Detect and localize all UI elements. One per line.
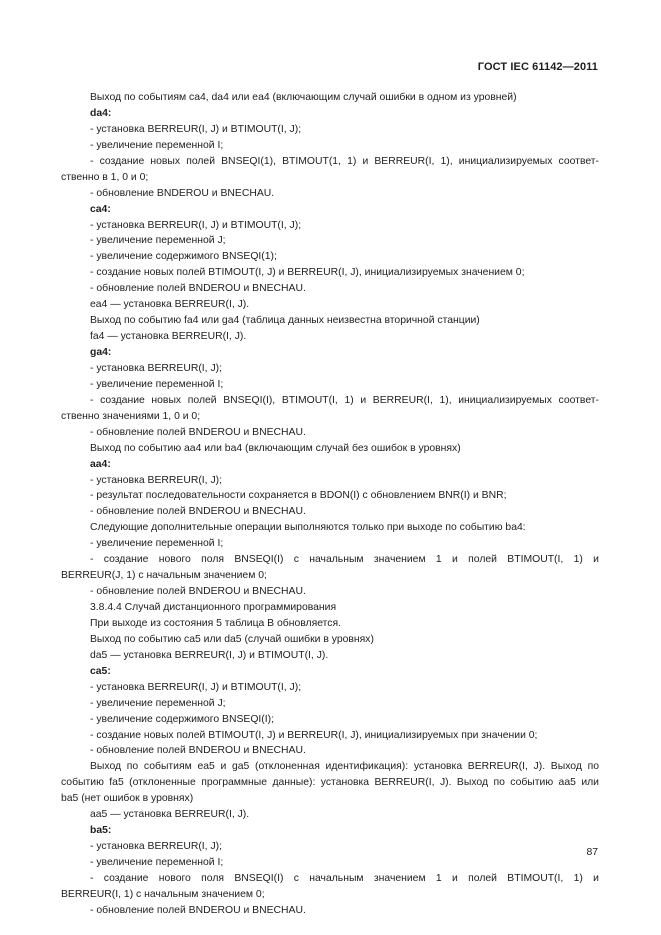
document-header: ГОСТ IEC 61142—2011: [477, 61, 598, 73]
text-line: BERREUR(I, 1) с начальным значением 0;: [61, 888, 265, 900]
text-line: Выход по событию aa4 или ba4 (включающим случай без ошибок в уровнях): [90, 442, 461, 454]
list-item: - увеличение содержимого BNSEQI(I);: [90, 713, 274, 725]
list-item: - создание новых полей BTIMOUT(I, J) и BERREUR(I, J), инициализируемых при значении 0;: [90, 729, 538, 741]
list-item: - обновление полей BNDEROU и BNECHAU.: [90, 283, 306, 295]
text-line: Выход по событию ca5 или da5 (случай ошибки в уровнях): [90, 633, 374, 645]
list-item: - увеличение содержимого BNSEQI(1);: [90, 251, 277, 263]
page-number: 87: [586, 847, 598, 858]
event-label-ga4: ga4:: [90, 347, 112, 358]
list-item: - создание новых полей BNSEQI(1), BTIMOUT(1, 1) и BERREUR(I, 1), инициализируемых соответ-: [90, 155, 599, 167]
text-line: ea4 — установка BERREUR(I, J).: [90, 299, 250, 311]
list-item: - создание нового поля BNSEQI(I) с начальным значением 1 и полей BTIMOUT(I, 1) и: [90, 872, 599, 884]
text-line: BERREUR(J, 1) с начальным значением 0;: [61, 570, 267, 582]
list-item: - установка BERREUR(I, J);: [90, 362, 222, 374]
text-line: da5 — установка BERREUR(I, J) и BTIMOUT(I, J).: [90, 649, 329, 661]
list-item: - результат последовательности сохраняется в BDON(I) с обновлением BNR(I) и BNR;: [90, 490, 507, 502]
list-item: - увеличение переменной J;: [90, 697, 226, 709]
list-item: - обновление полей BNDEROU и BNECHAU.: [90, 586, 306, 598]
text-line: fa4 — установка BERREUR(I, J).: [90, 331, 247, 343]
list-item: - обновление полей BNDEROU и BNECHAU.: [90, 745, 306, 757]
list-item: - установка BERREUR(I, J);: [90, 474, 222, 486]
list-item: - создание новых полей BTIMOUT(I, J) и BERREUR(I, J), инициализируемых значением 0;: [90, 267, 525, 279]
document-body: [61, 90, 599, 919]
text-line: Следующие дополнительные операции выполняются только при выходе по событию ba4:: [90, 522, 526, 534]
list-item: - создание новых полей BNSEQI(I), BTIMOUT(I, 1) и BERREUR(I, 1), инициализируемых соответ-: [90, 394, 599, 406]
text-line: aa5 — установка BERREUR(I, J).: [90, 809, 250, 821]
text-line: ba5 (нет ошибок в уровнях): [61, 793, 194, 805]
text-line: Выход по событиям ca4, da4 или ea4 (включающим случай ошибки в одном из уровней): [90, 92, 517, 103]
list-item: - обновление полей BNDEROU и BNECHAU.: [90, 426, 306, 438]
event-label-ca4: ca4:: [90, 203, 111, 215]
list-item: - обновление полей BNDEROU и BNECHAU.: [90, 904, 306, 916]
list-item: - установка BERREUR(I, J);: [90, 841, 222, 853]
text-line: ственно значениями 1, 0 и 0;: [61, 410, 201, 422]
list-item: - увеличение переменной J;: [90, 235, 226, 247]
text-line: событию fa5 (отклоненные программные данные): установка BERREUR(I, J). Выход по событию aa5 или: [61, 777, 599, 789]
text-line: При выходе из состояния 5 таблица В обновляется.: [90, 617, 342, 629]
list-item: - создание нового поля BNSEQI(I) с начальным значением 1 и полей BTIMOUT(I, 1) и: [90, 554, 599, 566]
event-label-da4: da4:: [90, 107, 112, 119]
event-label-aa4: aa4:: [90, 458, 111, 470]
list-item: - увеличение переменной I;: [90, 538, 224, 550]
event-label-ca5: ca5:: [90, 665, 111, 677]
event-label-ba5: ba5:: [90, 825, 112, 837]
list-item: - обновление полей BNDEROU и BNECHAU.: [90, 506, 306, 518]
section-heading: 3.8.4.4 Случай дистанционного программирования: [90, 602, 337, 613]
text-line: ственно в 1, 0 и 0;: [61, 171, 149, 183]
list-item: - установка BERREUR(I, J) и BTIMOUT(I, J);: [90, 123, 302, 135]
list-item: - установка BERREUR(I, J) и BTIMOUT(I, J);: [90, 219, 302, 231]
list-item: - установка BERREUR(I, J) и BTIMOUT(I, J);: [90, 681, 302, 693]
text-line: Выход по событиям ea5 и ga5 (отклоненная идентификация): установка BERREUR(I, J). Выход по: [90, 761, 599, 773]
text-line: Выход по событию fa4 или ga4 (таблица данных неизвестна вторичной станции): [90, 315, 480, 327]
list-item: - увеличение переменной I;: [90, 378, 224, 390]
list-item: - увеличение переменной I;: [90, 139, 224, 151]
list-item: - обновление BNDEROU и BNECHAU.: [90, 187, 275, 199]
list-item: - увеличение переменной I;: [90, 857, 224, 868]
